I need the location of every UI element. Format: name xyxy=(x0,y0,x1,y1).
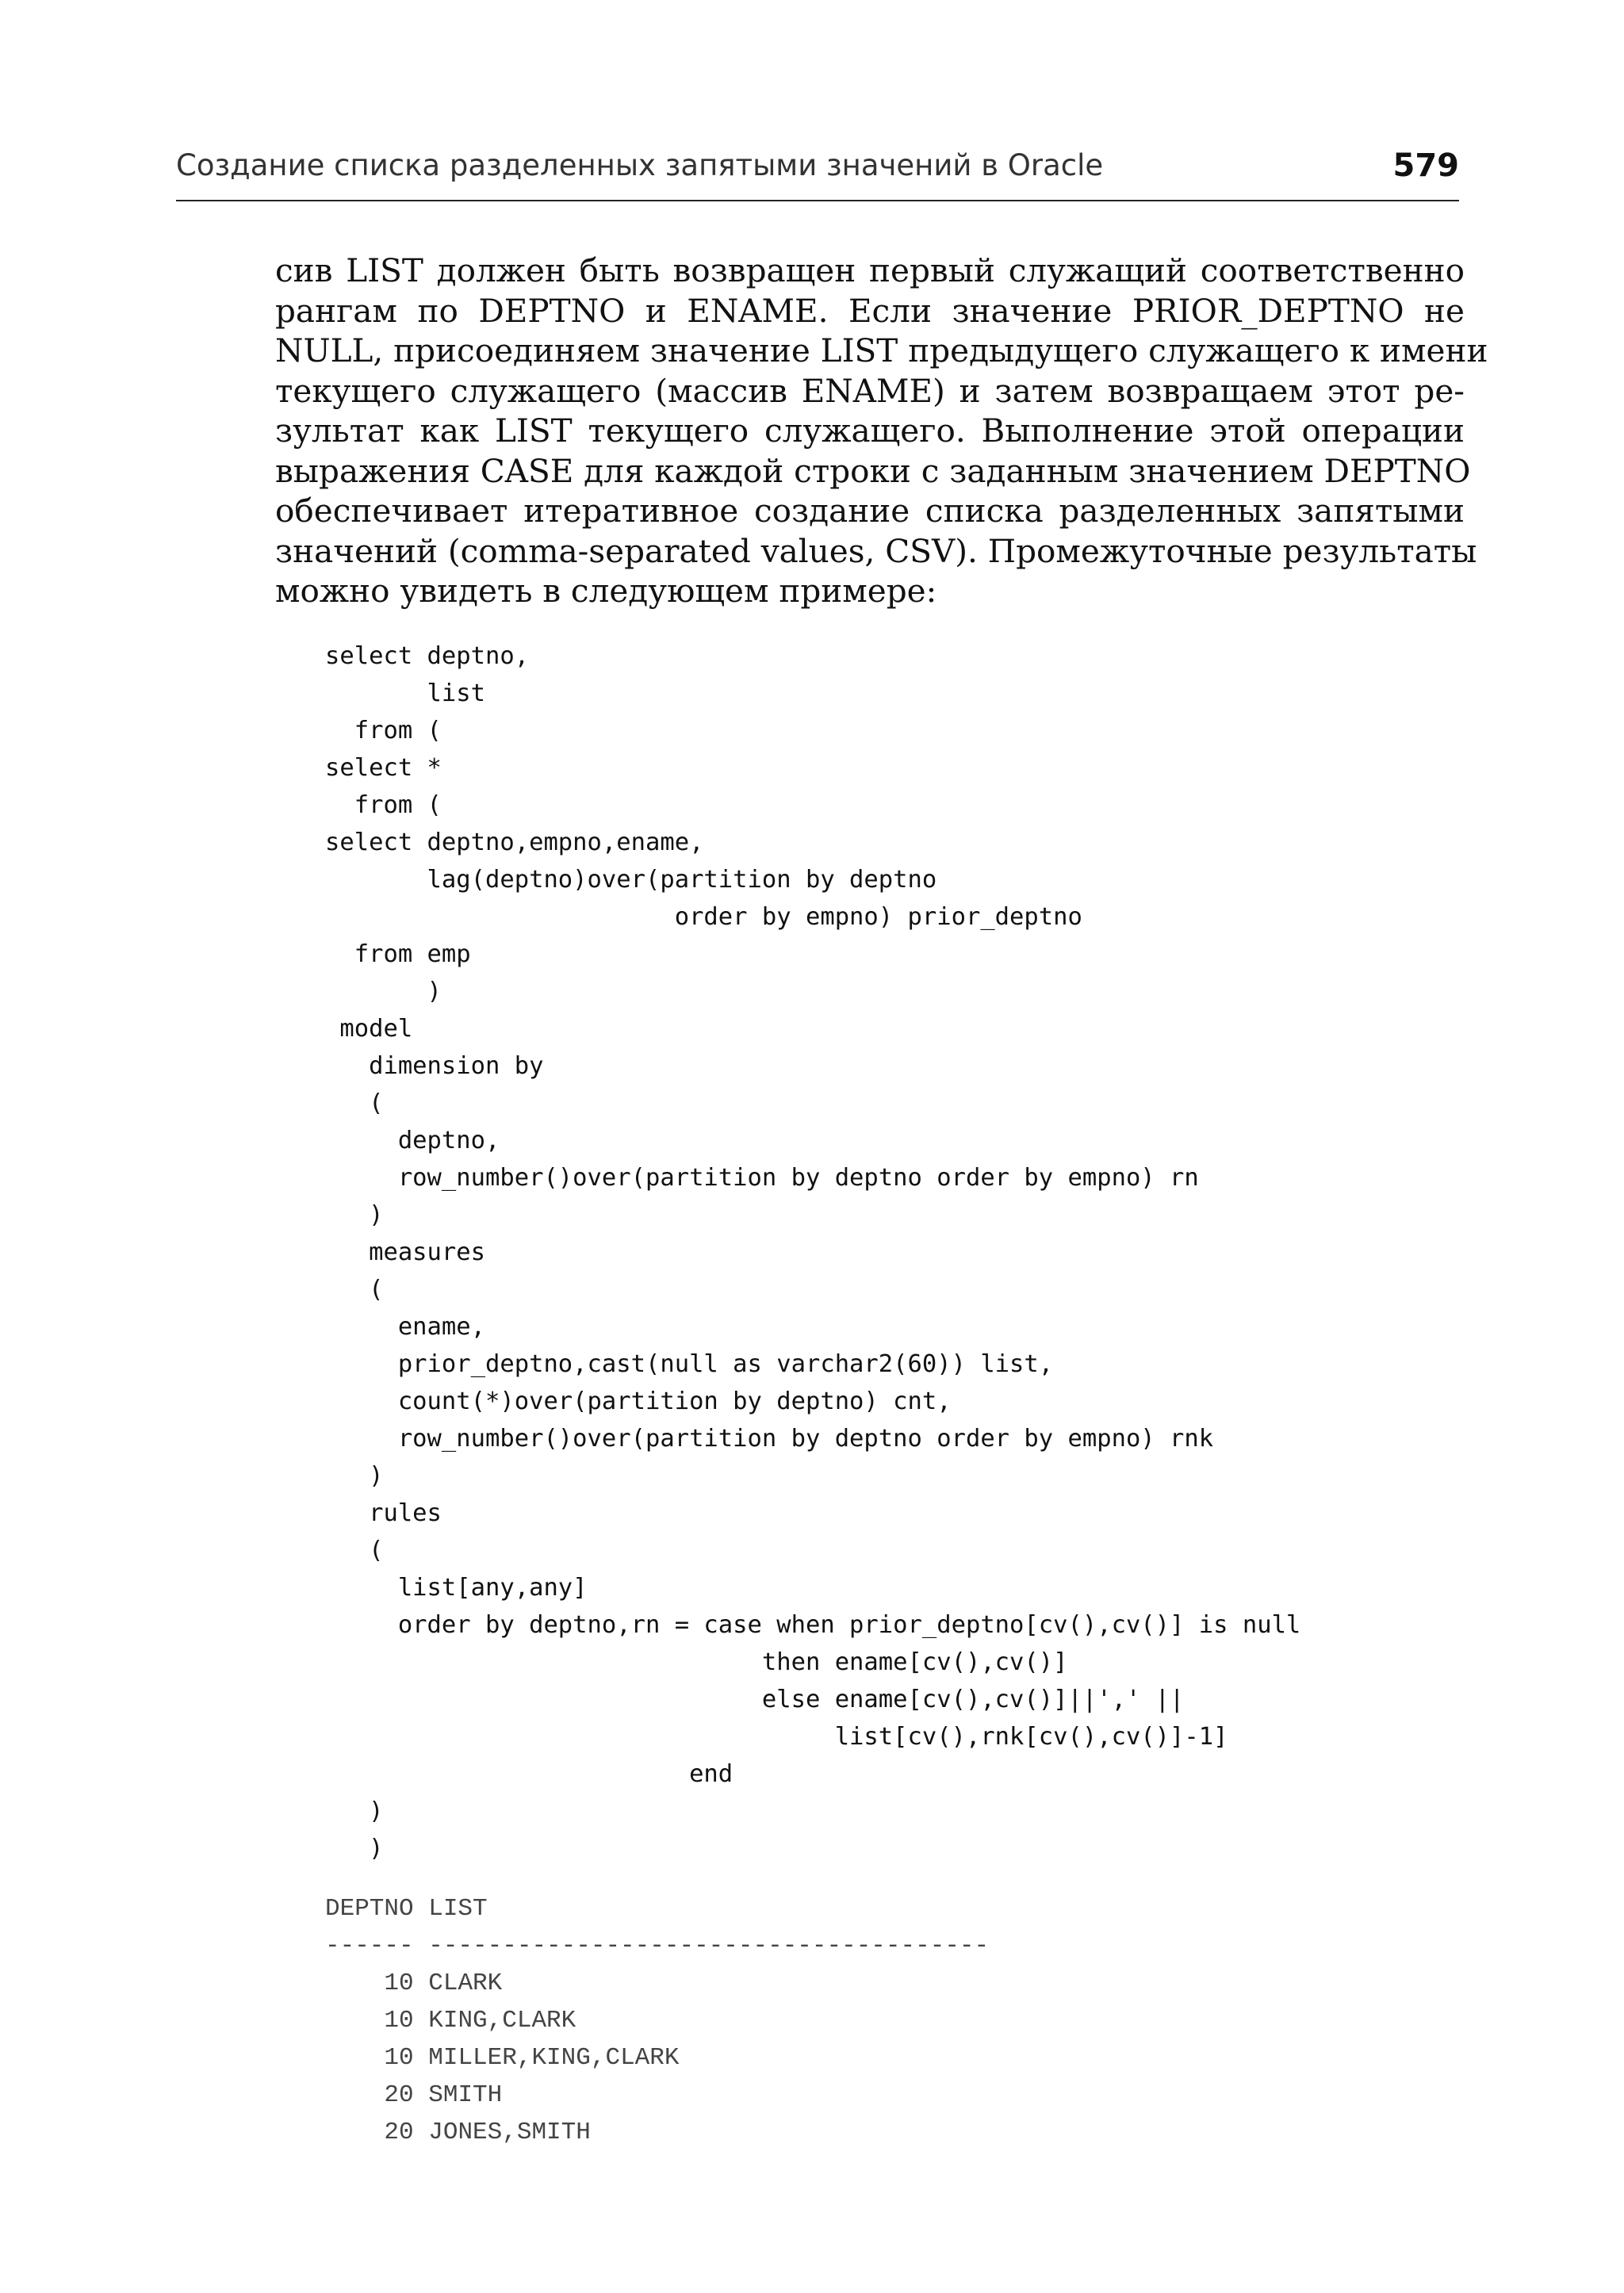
running-header xyxy=(176,146,1459,201)
output-row xyxy=(325,2002,989,2039)
output-row xyxy=(325,1965,989,2002)
output-deptno: 20 xyxy=(325,2119,414,2146)
code-line: ( xyxy=(325,1537,384,1564)
running-title: Создание списка разделенных запятыми значений в Oracle xyxy=(176,148,1104,182)
code-line: prior_deptno,cast(null as varchar2(60)) list, xyxy=(325,1350,1054,1378)
code-line: row_number()over(partition by deptno order by empno) rnk xyxy=(325,1425,1214,1453)
output-deptno: 20 xyxy=(325,2081,414,2109)
code-line: ) xyxy=(325,1835,384,1862)
body-line: зультат как LIST текущего служащего. Выполнение этой операции xyxy=(275,412,1465,450)
body-line: текущего служащего (массив ENAME) и затем возвращаем этот ре- xyxy=(275,371,1465,410)
output-list: CLARK xyxy=(428,1970,503,1997)
body-line: рангам по DEPTNO и ENAME. Если значение PRIOR_DEPTNO не xyxy=(275,291,1465,330)
code-line: from ( xyxy=(325,717,442,745)
code-line: ) xyxy=(325,1201,384,1229)
code-line: order by empno) prior_deptno xyxy=(325,903,1082,931)
body-line: сив LIST должен быть возвращен первый служащий соответственно xyxy=(275,251,1465,289)
output-list: KING,CLARK xyxy=(428,2007,576,2035)
output-row xyxy=(325,2077,989,2114)
output-separator: ------ -------------------------------------- xyxy=(325,1932,990,1960)
output-row xyxy=(325,2114,989,2151)
code-line: lag(deptno)over(partition by deptno xyxy=(325,866,937,894)
body-line: значений (comma-separated values, CSV). Промежуточные результаты xyxy=(275,531,1477,570)
code-line: end xyxy=(325,1760,733,1788)
output-list: JONES,SMITH xyxy=(428,2119,591,2146)
output-deptno: 10 xyxy=(325,1970,414,1997)
code-line: model xyxy=(325,1015,413,1043)
code-line: ( xyxy=(325,1276,384,1303)
code-line: list xyxy=(325,679,485,707)
code-line: list[cv(),rnk[cv(),cv()]-1] xyxy=(325,1723,1228,1751)
output-row xyxy=(325,2039,989,2077)
body-line: выражения CASE для каждой строки с заданным значением DEPTNO xyxy=(275,451,1471,490)
code-line: ) xyxy=(325,1797,384,1825)
code-line: select deptno,empno,ename, xyxy=(325,829,704,856)
code-line: dimension by xyxy=(325,1052,544,1080)
body-line: можно увидеть в следующем примере: xyxy=(275,572,937,610)
code-line: ( xyxy=(325,1089,384,1117)
code-line: ) xyxy=(325,978,442,1005)
body-line: обеспечивает итеративное создание списка разделенных запятыми xyxy=(275,492,1465,530)
code-line: from ( xyxy=(325,791,442,819)
code-line: count(*)over(partition by deptno) cnt, xyxy=(325,1388,952,1415)
code-line: measures xyxy=(325,1238,485,1266)
page-number: 579 xyxy=(1392,147,1459,184)
output-deptno: 10 xyxy=(325,2044,414,2072)
code-line: ) xyxy=(325,1462,384,1490)
code-line: order by deptno,rn = case when prior_deptno[cv(),cv()] is null xyxy=(325,1611,1301,1639)
output-deptno: 10 xyxy=(325,2007,414,2035)
code-line: row_number()over(partition by deptno order by empno) rn xyxy=(325,1164,1199,1192)
output-list: MILLER,KING,CLARK xyxy=(428,2044,680,2072)
code-line: then ename[cv(),cv()] xyxy=(325,1648,1068,1676)
code-line: select * xyxy=(325,754,442,782)
code-line: ename, xyxy=(325,1313,485,1341)
output-list: SMITH xyxy=(428,2081,503,2109)
code-line: from emp xyxy=(325,940,471,968)
output-header: DEPTNO LIST xyxy=(325,1895,488,1923)
sql-code-block xyxy=(325,637,1300,1867)
code-line: list[any,any] xyxy=(325,1574,588,1602)
query-output xyxy=(325,1890,989,2151)
code-line: rules xyxy=(325,1499,442,1527)
code-line: select deptno, xyxy=(325,642,530,670)
code-line: else ename[cv(),cv()]||',' || xyxy=(325,1686,1185,1713)
code-line: deptno, xyxy=(325,1127,500,1154)
body-line: NULL, присоединяем значение LIST предыдущего служащего к имени xyxy=(275,331,1488,369)
body-paragraph xyxy=(275,251,1488,611)
